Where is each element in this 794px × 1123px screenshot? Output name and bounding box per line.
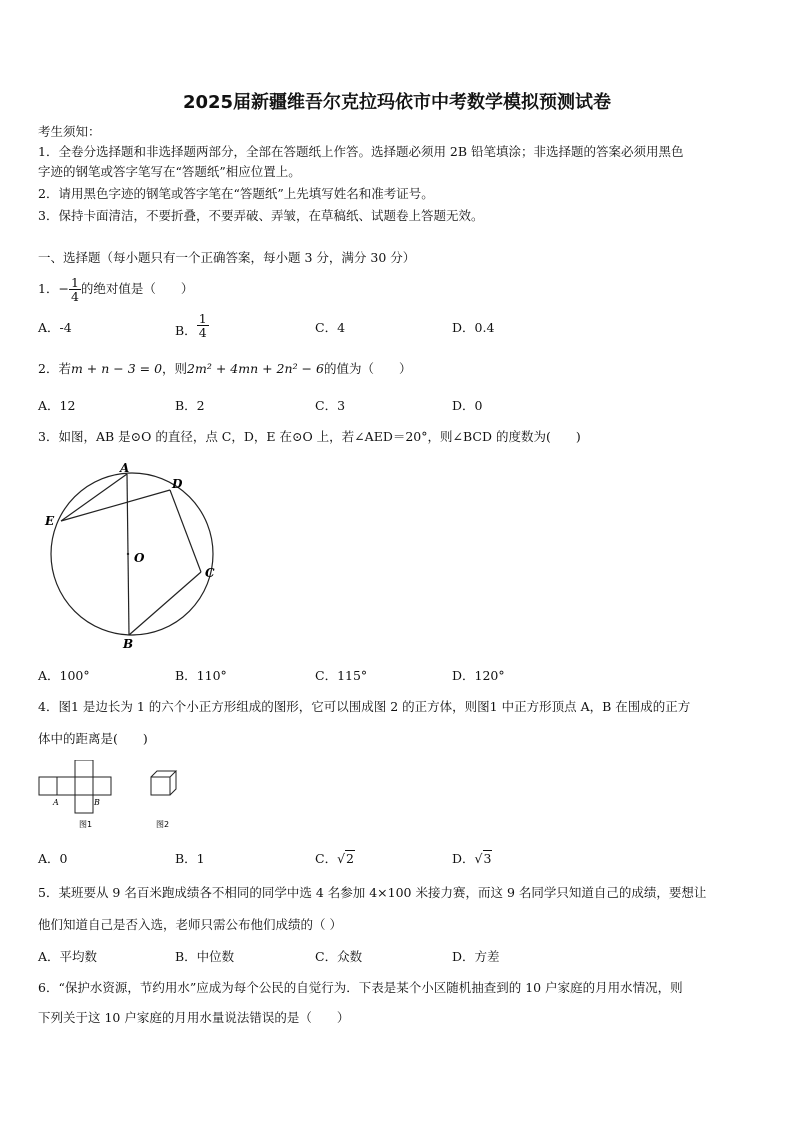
label-o: O — [134, 551, 145, 565]
q2-options — [38, 396, 598, 414]
q4-option-c-radicand: 2 — [346, 851, 354, 866]
q1-option-d: D．0.4 — [452, 320, 495, 335]
q3-circle-figure — [36, 458, 236, 650]
q3-options — [38, 666, 598, 684]
q1-frac-num: 1 — [70, 275, 79, 290]
q1-option-b-fraction — [197, 312, 209, 339]
segment-dc — [170, 490, 201, 572]
page-title: 2025届新疆维吾尔克拉玛依市中考数学模拟预测试卷 — [182, 92, 612, 113]
notes-label: 考生须知： — [38, 124, 101, 139]
q3-option-c: C．115° — [315, 668, 368, 683]
q4-option-a: A．0 — [38, 851, 68, 866]
center-point — [127, 553, 129, 555]
q1-option-b-num: 1 — [198, 311, 207, 326]
net-square-bottom — [75, 795, 93, 813]
net-square-1 — [39, 777, 57, 795]
net-square-3 — [75, 777, 93, 795]
q4-cube-figure — [146, 768, 190, 832]
q5-option-a: A．平均数 — [38, 949, 98, 964]
q2-pre: 2．若 — [38, 361, 71, 376]
segment-ea — [61, 474, 127, 521]
segment-cb — [129, 572, 201, 635]
note-1-line-1: 1．全卷分选择题和非选择题两部分，全部在答题纸上作答。选择题必须用 2B 铅笔填涂；非选择题的答案必须用黑色 — [38, 144, 684, 159]
question-3: 3．如图，AB 是⊙O 的直径，点 C，D，E 在⊙O 上，若∠AED＝20°，则∠BCD 的度数为( ) — [38, 429, 581, 444]
cube-front-face — [151, 777, 170, 795]
net-label-b: B — [94, 798, 100, 807]
q2-mid: ，则 — [162, 361, 188, 376]
q2-option-c: C．3 — [315, 398, 346, 413]
q5-option-d: D．方差 — [452, 949, 500, 964]
section-heading: 一、选择题（每小题只有一个正确答案，每小题 3 分，满分 30 分） — [38, 250, 416, 265]
net-square-top — [75, 760, 93, 777]
q2-post: 的值为（ ） — [323, 361, 412, 376]
q1-option-b-prefix: B． — [175, 323, 197, 339]
q1-option-a: A．-4 — [38, 320, 72, 335]
q1-frac-den: 4 — [70, 289, 79, 305]
q4-net-figure — [36, 760, 116, 832]
question-6-line-1: 6．“保护水资源，节约用水”应成为每个公民的自觉行为．下表是某个小区随机抽查到的 10 户家庭的月用水情况，则 — [38, 980, 683, 995]
q1-text: 的绝对值是（ ） — [80, 281, 194, 297]
q4-option-d-radicand: 3 — [483, 851, 492, 866]
question-1 — [38, 276, 193, 303]
fig2-caption: 图2 — [156, 820, 170, 829]
q4-option-d — [452, 849, 492, 867]
q2-option-d: D．0 — [452, 398, 483, 413]
question-2 — [38, 359, 411, 377]
net-label-a: A — [53, 798, 59, 807]
q4-option-c-sqrt: √2 — [337, 851, 354, 866]
q3-option-a: A．100° — [38, 668, 90, 683]
q2-condition: m + n − 3 = 0 — [70, 361, 163, 376]
net-square-4 — [93, 777, 111, 795]
q1-option-b — [175, 312, 209, 339]
question-4-line-1: 4．图1 是边长为 1 的六个小正方形组成的图形，它可以围成图 2 的正方体，则图1 中正方形顶点 A，B 在围成的正方 — [38, 699, 691, 714]
label-a: A — [120, 461, 130, 475]
q4-option-c — [315, 849, 355, 867]
q4-option-b: B．1 — [175, 851, 205, 866]
label-c: C — [205, 566, 215, 580]
q5-options — [38, 947, 598, 965]
question-5-line-2: 他们知道自己是否入选，老师只需公布他们成绩的（ ） — [38, 917, 342, 932]
label-b: B — [123, 637, 134, 650]
question-6-line-2: 下列关于这 10 户家庭的月用水量说法错误的是（ ） — [38, 1010, 350, 1025]
note-2: 2．请用黑色字迹的钢笔或答字笔在“答题纸”上先填写姓名和准考证号。 — [38, 186, 434, 201]
q1-options — [38, 311, 598, 341]
q4-option-c-prefix: C． — [315, 851, 338, 866]
circle-o — [51, 473, 213, 635]
q5-option-b: B．中位数 — [175, 949, 235, 964]
q2-expression: 2m² + 4mn + 2n² − 6 — [187, 361, 324, 376]
q1-minus: − — [58, 281, 69, 297]
fig1-caption: 图1 — [79, 820, 93, 829]
question-5-line-1: 5．某班要从 9 名百米跑成绩各不相同的同学中选 4 名参加 4×100 米接力赛，而这 9 名同学只知道自己的成绩，要想让 — [38, 885, 707, 900]
q3-option-d: D．120° — [452, 668, 505, 683]
net-square-2 — [57, 777, 75, 795]
q1-option-b-den: 4 — [198, 325, 207, 341]
q2-option-b: B．2 — [175, 398, 205, 413]
q1-option-c: C．4 — [315, 320, 346, 335]
label-d: D — [172, 477, 183, 491]
q2-option-a: A．12 — [38, 398, 76, 413]
note-1-line-2: 字迹的钢笔或答字笔写在“答题纸”相应位置上。 — [38, 164, 301, 179]
question-4-line-2: 体中的距离是( ) — [38, 731, 148, 746]
q1-fraction — [69, 276, 81, 303]
q1-number: 1． — [38, 281, 59, 297]
q4-option-d-prefix: D． — [452, 851, 475, 866]
note-3: 3．保持卡面清洁，不要折叠，不要弄破、弄皱，在草稿纸、试题卷上答题无效。 — [38, 208, 484, 223]
q4-options — [38, 849, 598, 867]
label-e: E — [45, 514, 55, 528]
cube-top-face — [151, 771, 176, 777]
q5-option-c: C．众数 — [315, 949, 363, 964]
q3-option-b: B．110° — [175, 668, 227, 683]
q4-option-d-sqrt: √3 — [474, 851, 492, 866]
